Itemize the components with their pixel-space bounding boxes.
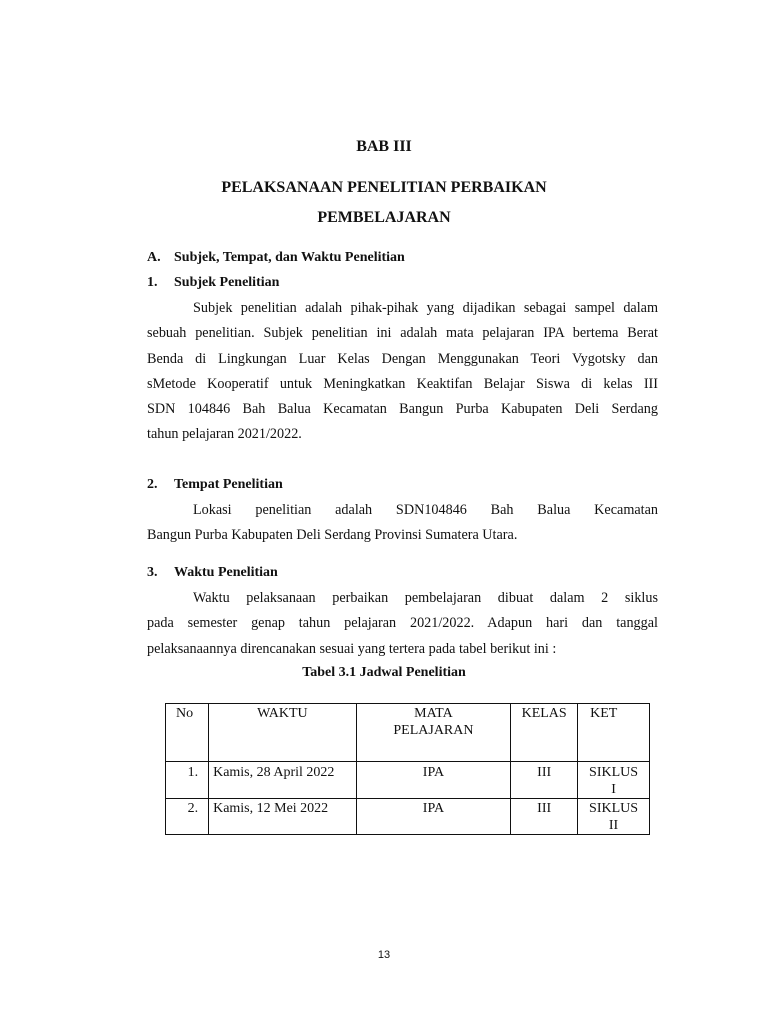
paragraph-line: Waktu pelaksanaan perbaikan pembelajaran dibuat dalam 2 siklus: [193, 590, 658, 606]
paragraph-line: pada semester genap tahun pelajaran 2021/2022. Adapun hari dan tanggal: [147, 615, 658, 632]
table-row: [166, 762, 650, 799]
paragraph-line: sMetode Kooperatif untuk Meningkatkan Keaktifan Belajar Siswa di kelas III: [147, 375, 658, 392]
schedule-table: [165, 703, 650, 835]
subsection-2-paragraph: [147, 498, 658, 549]
chapter-title-line-1: PELAKSANAAN PENELITIAN PERBAIKAN: [221, 179, 547, 196]
subsection-1-heading: [147, 275, 279, 291]
cell-waktu: Kamis, 12 Mei 2022: [209, 799, 357, 835]
section-a-title: Subjek, Tempat, dan Waktu Penelitian: [174, 250, 405, 265]
paragraph-line: Bangun Purba Kabupaten Deli Serdang Provinsi Sumatera Utara.: [147, 527, 518, 544]
subsection-2-title: Tempat Penelitian: [174, 477, 283, 492]
cell-kelas: III: [511, 799, 578, 835]
paragraph-line: SDN 104846 Bah Balua Kecamatan Bangun Purba Kabupaten Deli Serdang: [147, 401, 658, 418]
paragraph-line: Benda di Lingkungan Luar Kelas Dengan Menggunakan Teori Vygotsky dan: [147, 350, 658, 367]
subsection-3-heading: [147, 565, 278, 581]
paragraph-line: tahun pelajaran 2021/2022.: [147, 426, 302, 443]
cell-kelas: III: [511, 762, 578, 799]
chapter-heading: BAB III: [356, 138, 412, 155]
subsection-3-paragraph: [147, 586, 658, 662]
section-a-letter: A.: [147, 250, 161, 265]
subsection-1-number: 1.: [147, 275, 158, 290]
cell-waktu: Kamis, 28 April 2022: [209, 762, 357, 799]
section-a-heading: [147, 250, 405, 266]
header-mata-line: MATA: [414, 706, 453, 721]
cell-no: 2.: [166, 799, 209, 835]
paragraph-line: Subjek penelitian adalah pihak-pihak yang dijadikan sebagai sampel dalam: [193, 300, 658, 316]
cell-ket-line-2: I: [611, 782, 616, 797]
cell-ket: [578, 762, 650, 799]
table-row: [166, 799, 650, 835]
header-ket: KET: [578, 704, 650, 762]
header-no: No: [166, 704, 209, 762]
subsection-1-title: Subjek Penelitian: [174, 275, 280, 290]
cell-mata-pelajaran: IPA: [356, 799, 511, 835]
header-kelas: KELAS: [511, 704, 578, 762]
cell-mata-pelajaran: IPA: [356, 762, 511, 799]
paragraph-line: Lokasi penelitian adalah SDN104846 Bah Balua Kecamatan: [193, 502, 658, 518]
cell-ket-line-1: SIKLUS: [589, 765, 639, 780]
header-mata-pelajaran: [356, 704, 511, 762]
page-number: 13: [377, 949, 391, 961]
subsection-2-number: 2.: [147, 477, 158, 492]
chapter-title-line-2: PEMBELAJARAN: [317, 209, 451, 226]
cell-ket: [578, 799, 650, 835]
subsection-3-number: 3.: [147, 565, 158, 580]
subsection-2-heading: [147, 477, 283, 493]
paragraph-line: sebuah penelitian. Subjek penelitian ini adalah mata pelajaran IPA bertema Berat: [147, 325, 658, 342]
table-caption: Tabel 3.1 Jadwal Penelitian: [302, 665, 466, 680]
table-header-row: [166, 704, 650, 762]
subsection-1-paragraph: [147, 296, 658, 448]
cell-ket-line-1: SIKLUS: [589, 801, 639, 816]
header-waktu: WAKTU: [209, 704, 357, 762]
cell-ket-line-2: II: [608, 818, 619, 833]
subsection-3-title: Waktu Penelitian: [174, 565, 278, 580]
paragraph-line: pelaksanaannya direncanakan sesuai yang tertera pada tabel berikut ini :: [147, 640, 557, 657]
header-pelajaran-line: PELAJARAN: [393, 723, 474, 738]
cell-no: 1.: [166, 762, 209, 799]
